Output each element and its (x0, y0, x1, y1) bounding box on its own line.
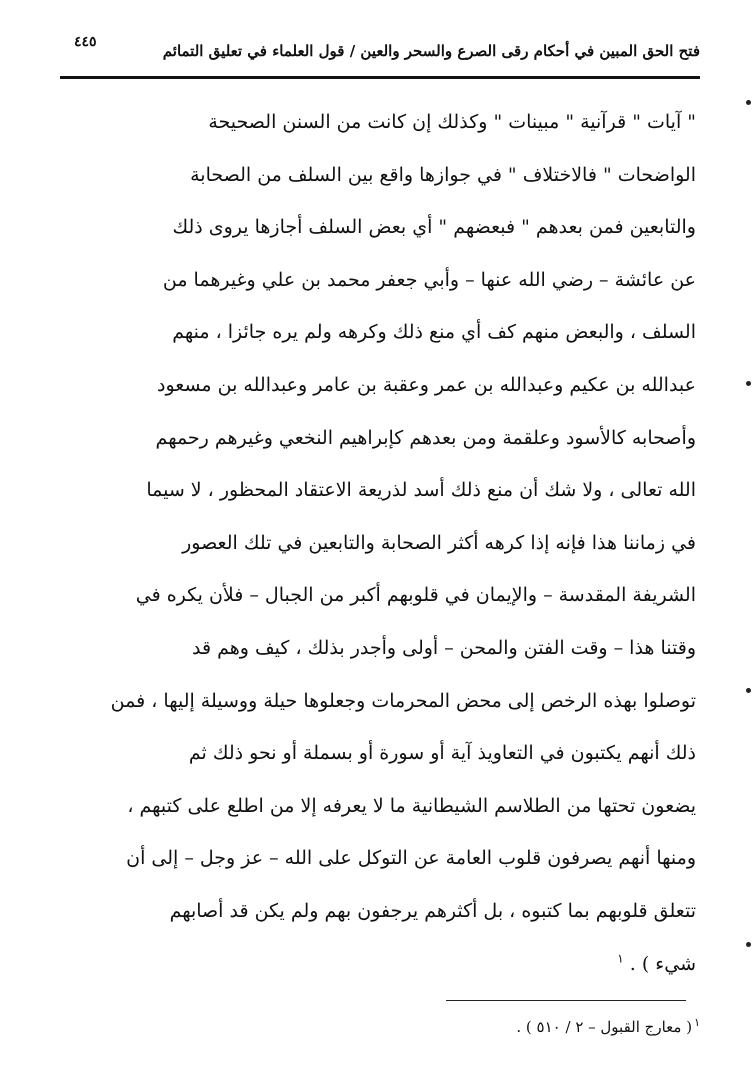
margin-mark (746, 381, 751, 386)
text-line: وأصحابه كالأسود وعلقمة ومن بعدهم كإبراهيم النخعي وغيرهم رحمهم (155, 426, 696, 449)
page-number: ٤٤٥ (74, 34, 97, 50)
margin-mark (746, 942, 751, 947)
running-header (60, 28, 700, 74)
margin-mark (746, 100, 751, 105)
text-line: الواضحات " فالاختلاف " في جوازها واقع بين السلف من الصحابة (190, 163, 696, 186)
footnote-reference[interactable]: ١ (617, 951, 624, 966)
text-line: تتعلق قلوبهم بما كتبوه ، بل أكثرهم يرجفون بهم ولم يكن قد أصابهم (169, 899, 696, 922)
footnote-number: ١ (694, 1016, 700, 1029)
footnote-separator (446, 1000, 686, 1001)
text-line: في زماننا هذا فإنه إذا كرهه أكثر الصحابة والتابعين في تلك العصور (182, 531, 696, 554)
text-line: عن عائشة – رضي الله عنها – وأبي جعفر محمد بن علي وغيرهما من (162, 268, 696, 291)
text-line: عبدالله بن عكيم وعبدالله بن عمر وعقبة بن عامر وعبدالله بن مسعود (157, 373, 696, 396)
text-line: الشريفة المقدسة – والإيمان في قلوبهم أكبر من الجبال – فلأن يكره في (135, 584, 696, 607)
body-text (96, 96, 696, 990)
text-line: والتابعين فمن بعدهم " فبعضهم " أي بعض السلف أجازها يروى ذلك (172, 216, 696, 239)
text-line: يضعون تحتها من الطلاسم الشيطانية ما لا يعرفه إلا من اطلع على كتبهم ، (127, 794, 696, 817)
text-line: ذلك أنهم يكتبون في التعاويذ آية أو سورة أو بسملة أو نحو ذلك ثم (188, 742, 696, 765)
text-line: الله تعالى ، ولا شك أن منع ذلك أسد لذريعة الاعتقاد المحظور ، لا سيما (146, 479, 696, 502)
margin-mark (746, 688, 751, 693)
text-line: توصلوا بهذه الرخص إلى محض المحرمات وجعلوها حيلة ووسيلة إليها ، فمن (110, 689, 696, 712)
text-line-last (96, 938, 696, 991)
running-title: فتح الحق المبين في أحكام رقى الصرع والسحر والعين / قول العلماء في تعليق التمائم (162, 42, 700, 60)
text-line: " آيات " قرآنية " مبينات " وكذلك إن كانت من السنن الصحيحة (208, 111, 696, 133)
text-line: السلف ، والبعض منهم كف أي منع ذلك وكرهه ولم يره جائزا ، منهم (172, 321, 696, 344)
text-line: ومنها أنهم يصرفون قلوب العامة عن التوكل على الله – عز وجل – إلى أن (126, 847, 696, 870)
last-line-text: شيء ) . (629, 952, 696, 975)
footnote (300, 1016, 700, 1036)
header-rule (60, 76, 700, 79)
text-line: وقتنا هذا – وقت الفتن والمحن – أولى وأجدر بذلك ، كيف وهم قد (191, 636, 696, 659)
footnote-text: ( معارج القبول – ٢ / ٥١٠ ) . (516, 1018, 693, 1036)
